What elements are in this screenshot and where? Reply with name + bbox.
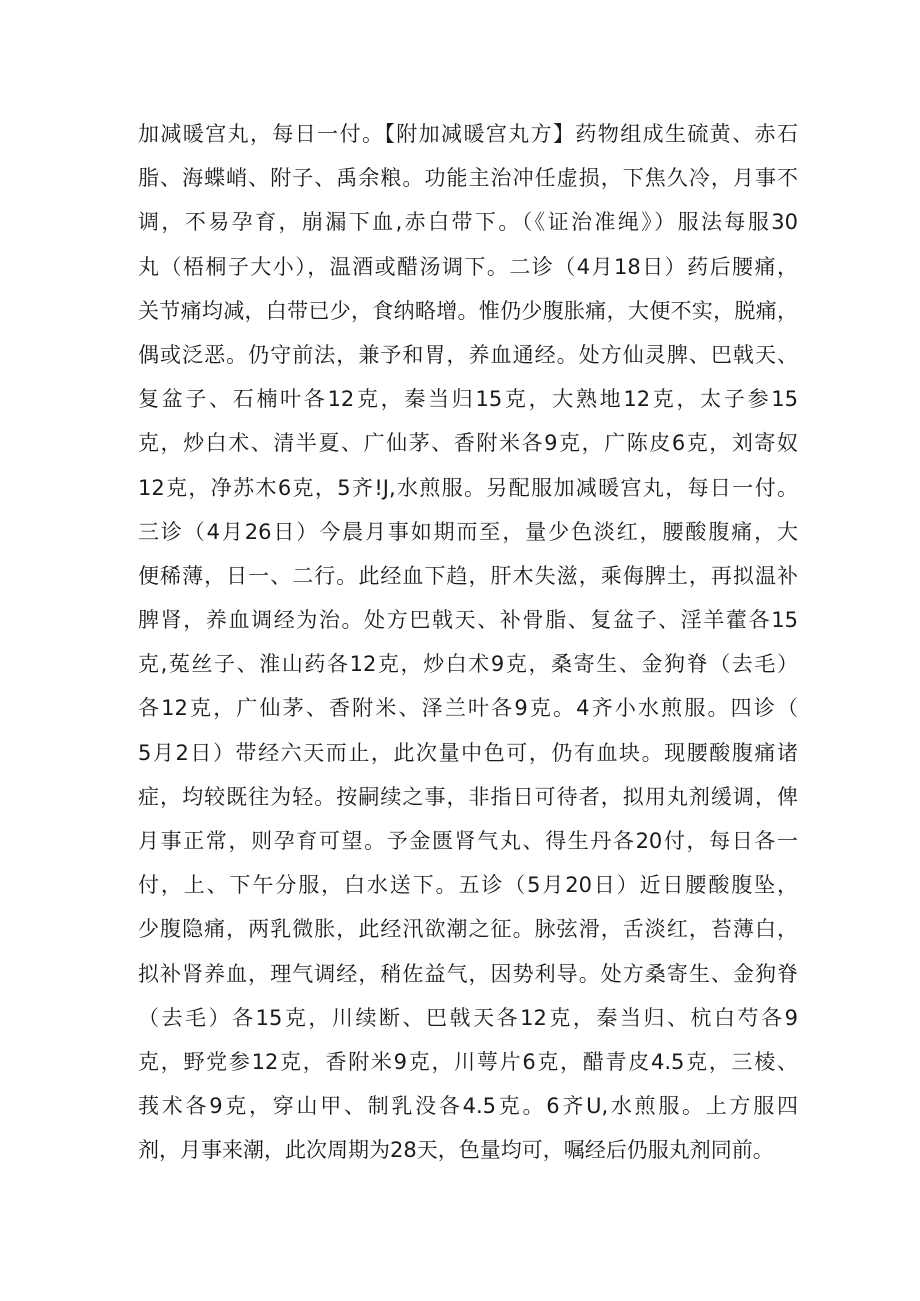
text-line: 偶或泛恶。仍守前法，兼予和胃，养血通经。处方仙灵脾、巴戟天、 <box>138 342 798 367</box>
text-line: 各12克，广仙茅、香附米、泽兰叶各9克。4齐小水煎服。四诊（ <box>138 696 798 721</box>
text-line: 丸（梧桐子大小），温酒或醋汤调下。二诊（4月18日）药后腰痛， <box>138 254 798 279</box>
text-line: 莪术各9克，穿山甲、制乳没各4.5克。6齐U,水煎服。上方服四 <box>138 1094 798 1119</box>
text-line: 症，均较既往为轻。按嗣续之事，非指日可待者，拟用丸剂缓调，俾 <box>138 784 798 809</box>
text-line: 克,菟丝子、淮山药各12克，炒白术9克，桑寄生、金狗脊（去毛） <box>138 652 798 677</box>
text-line: 复盆子、石楠叶各12克，秦当归15克，大熟地12克，太子参15 <box>138 387 798 412</box>
text-line: 少腹隐痛，两乳微胀，此经汛欲潮之征。脉弦滑，舌淡红，苔薄白， <box>138 917 798 942</box>
text-line: 12克，净苏木6克，5齐!J,水煎服。另配服加减暖宫丸，每日一付。 <box>138 475 798 500</box>
text-line: 关节痛均减，白带已少，食纳略增。惟仍少腹胀痛，大便不实，脱痛， <box>138 298 798 323</box>
text-line: （去毛）各15克，川续断、巴戟天各12克，秦当归、杭白芍各9 <box>138 1005 798 1030</box>
text-line: 月事正常，则孕育可望。予金匮肾气丸、得生丹各20付，每日各一 <box>138 829 798 853</box>
text-line: 拟补肾养血，理气调经，稍佐益气，因势利导。处方桑寄生、金狗脊 <box>138 961 798 986</box>
text-line: 付，上、下午分服，白水送下。五诊（5月20日）近日腰酸腹坠， <box>138 873 798 898</box>
text-line: 5月2日）带经六天而止，此次量中色可，仍有血块。现腰酸腹痛诸 <box>138 740 798 765</box>
text-line: 克，野党参12克，香附米9克，川萼片6克，醋青皮4.5克，三棱、 <box>138 1049 798 1074</box>
text-line: 三诊（4月26日）今晨月事如期而至，量少色淡红，腰酸腹痛，大 <box>138 519 798 544</box>
text-line: 调，不易孕育，崩漏下血,赤白带下。（《证治准绳》）服法每服30 <box>138 210 798 235</box>
body-text <box>138 112 798 1173</box>
text-line: 脾肾，养血调经为治。处方巴戟天、补骨脂、复盆子、淫羊藿各15 <box>138 608 798 633</box>
text-line: 克，炒白术、清半夏、广仙茅、香附米各9克，广陈皮6克，刘寄奴 <box>138 431 798 456</box>
text-line: 脂、海蝶峭、附子、禹余粮。功能主治冲任虚损，下焦久冷，月事不 <box>138 166 798 191</box>
text-line: 便稀薄，日一、二行。此经血下趋，肝木失滋，乘侮脾土，再拟温补 <box>138 563 798 588</box>
text-line: 加减暖宫丸，每日一付。【附加减暖宫丸方】药物组成生硫黄、赤石 <box>138 122 798 146</box>
text-line: 剂，月事来潮，此次周期为28天，色量均可，嘱经后仍服丸剂同前。 <box>138 1138 774 1163</box>
